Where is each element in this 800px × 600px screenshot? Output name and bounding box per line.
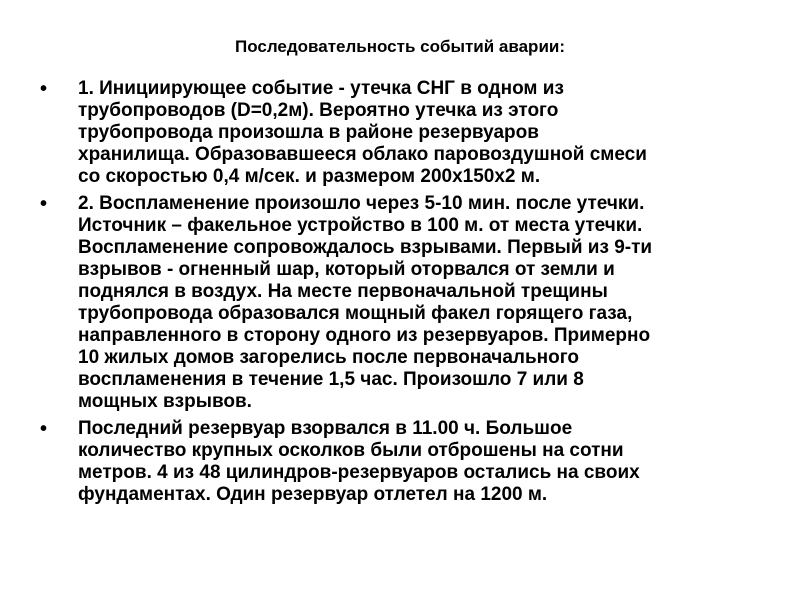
bullet-line: трубопровода образовался мощный факел горящего газа,	[78, 303, 633, 324]
bullet-item	[40, 418, 780, 506]
bullet-line: 2. Воспламенение произошло через 5-10 мин. после утечки.	[78, 193, 645, 214]
bullet-line: воспламенения в течение 1,5 час. Произошло 7 или 8	[78, 369, 584, 390]
bullet-marker: •	[40, 78, 48, 100]
bullet-line: количество крупных осколков были отброшены на сотни	[78, 440, 624, 461]
bullet-text	[78, 78, 780, 188]
bullet-line: трубопровода произошла в районе резервуаров	[78, 122, 539, 143]
bullet-line: взрывов - огненный шар, который оторвался от земли и	[78, 259, 615, 280]
bullet-line: 1. Инициирующее событие - утечка СНГ в одном из	[78, 78, 564, 99]
bullet-line: направленного в сторону одного из резервуаров. Примерно	[78, 325, 651, 346]
bullet-line: мощных взрывов.	[78, 391, 252, 412]
bullet-line: метров. 4 из 48 цилиндров-резервуаров остались на своих	[78, 462, 640, 483]
bullet-line: поднялся в воздух. На месте первоначальной трещины	[78, 281, 608, 302]
bullet-marker: •	[40, 193, 48, 215]
bullet-marker: •	[40, 418, 48, 440]
bullet-line: фундаментах. Один резервуар отлетел на 1200 м.	[78, 484, 548, 505]
bullet-line: Источник – факельное устройство в 100 м. от места утечки.	[78, 215, 643, 236]
bullet-list	[40, 78, 780, 511]
bullet-text	[78, 418, 780, 506]
bullet-line: Последний резервуар взорвался в 11.00 ч. Большое	[78, 418, 573, 439]
bullet-line: Воспламенение сопровождалось взрывами. Первый из 9-ти	[78, 237, 653, 258]
bullet-text	[78, 193, 780, 413]
bullet-line: со скоростью 0,4 м/сек. и размером 200х150х2 м.	[78, 166, 541, 187]
bullet-item	[40, 78, 780, 188]
bullet-item	[40, 193, 780, 413]
bullet-line: трубопроводов (D=0,2м). Вероятно утечка из этого	[78, 100, 559, 121]
bullet-line: хранилища. Образовавшееся облако паровоздушной смеси	[78, 144, 647, 165]
bullet-line: 10 жилых домов загорелись после первоначального	[78, 347, 579, 368]
slide-title: Последовательность событий аварии:	[234, 37, 566, 56]
